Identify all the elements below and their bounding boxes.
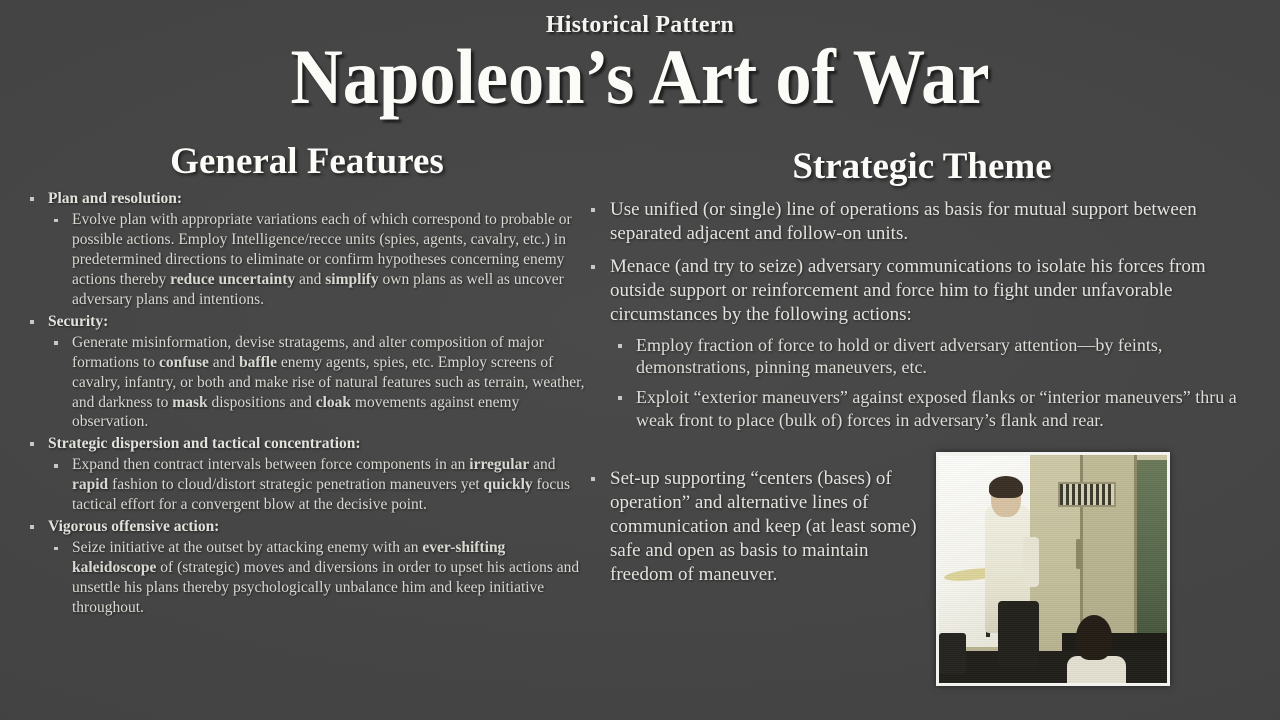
video-frame-inner [939,455,1167,683]
left-sub-list [48,538,590,618]
list-item [584,255,1264,432]
left-item-label: Strategic dispersion and tactical concentration: [48,435,361,453]
list-item [48,455,590,515]
slide-title: Napoleon’s Art of War [290,33,990,120]
right-sub-list [610,334,1264,432]
list-item [610,334,1264,379]
bullet-square-icon [30,525,34,529]
bullet-square-icon [30,197,34,201]
list-item [24,189,590,310]
list-item [610,386,1264,431]
left-sub-text: Generate misinformation, devise stratagems, and alter composition of major formations to confuse and baffle enemy agents, spies, etc. Employ screens of cavalry, infantry, or both and make rise of natural features such as terrain, weather, and darkness to mask dispositions and cloak movements against enemy observation. [72,333,585,431]
bullet-square-icon [54,464,58,468]
list-item [48,210,590,310]
bullet-square-icon [54,341,58,345]
left-sub-list [48,333,590,433]
lecture-video-still[interactable] [936,452,1170,686]
left-item-label: Vigorous offensive action: [48,518,220,536]
right-bullet-list [580,198,1264,431]
bullet-square-icon [54,219,58,223]
list-item [24,312,590,433]
bullet-square-icon [591,208,595,212]
video-grain-overlay [939,455,1167,683]
bullet-square-icon [54,547,58,551]
left-sub-list [48,455,590,515]
left-item-label: Plan and resolution: [48,190,183,207]
left-sub-list [48,210,590,310]
left-sub-text: Expand then contract intervals between force components in an irregular and rapid fashion to cloud/distort strategic penetration maneuvers yet quickly focus tactical effort for a convergent blow at the decisive point. [72,456,571,514]
right-final-text: Set-up supporting “centers (bases) of operation” and alternative lines of communication and keep (at least some) safe and open as basis to maintain freedom of maneuver. [610,468,917,586]
list-item [24,434,590,515]
list-item [584,467,920,587]
bullet-square-icon [591,477,595,481]
list-item [48,333,590,433]
right-sub-text: Exploit “exterior maneuvers” against exposed flanks or “interior maneuvers” thru a weak front to place (bulk of) forces in adversary’s flank and rear. [636,387,1237,430]
left-sub-text: Seize initiative at the outset by attacking enemy with an ever-shifting kaleidoscope of (strategic) moves and diversions in order to upset his actions and unsettle his plans thereby psychologically unbalance him and keep initiative throughout. [72,539,580,617]
list-item [24,517,590,618]
right-item-text: Menace (and try to seize) adversary communications to isolate his forces from outside support or reinforcement and force him to fight under unfavorable circumstances by the following actions: [610,255,1206,325]
left-column [24,0,590,620]
left-item-label: Security: [48,312,109,330]
slide-kicker: Historical Pattern [545,12,735,38]
left-column-heading: General Features [170,141,444,182]
right-sub-text: Employ fraction of force to hold or divert adversary attention—by feints, demonstrations, pinning maneuvers, etc. [636,334,1163,378]
right-column-heading: Strategic Theme [792,146,1052,187]
list-item [584,198,1264,246]
list-item [48,538,590,618]
bullet-square-icon [30,442,34,446]
left-sub-text: Evolve plan with appropriate variations each of which correspond to probable or possible actions. Employ Intelligence/recce units (spies, agents, cavalry, etc.) in predetermined directions to eliminate or confirm hypotheses concerning enemy actions thereby reduce uncertainty and simplify own plans as well as uncover adversary plans and intentions. [72,211,572,308]
bullet-square-icon [618,396,622,400]
left-bullet-list [24,189,590,618]
bullet-square-icon [591,265,595,269]
bullet-square-icon [30,320,34,324]
right-item-text: Use unified (or single) line of operations as basis for mutual support between separated adjacent and follow-on units. [610,199,1197,244]
bullet-square-icon [618,344,622,348]
